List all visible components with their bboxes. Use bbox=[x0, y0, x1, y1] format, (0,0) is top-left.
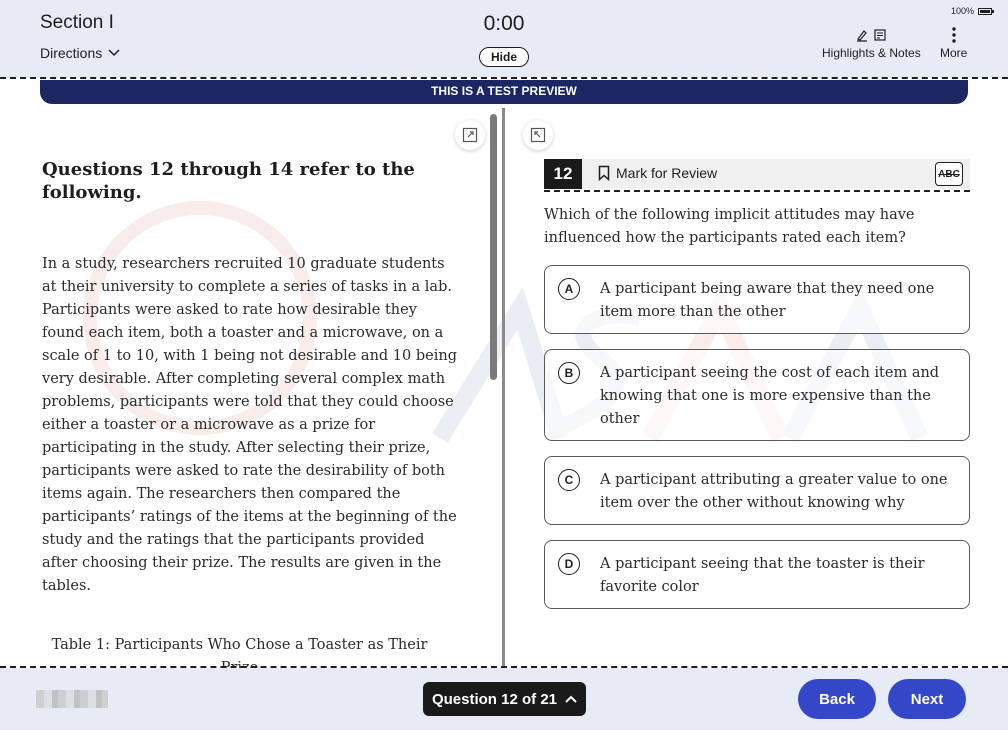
header-divider bbox=[0, 77, 1008, 79]
question-number: 12 bbox=[544, 159, 582, 189]
directions-label: Directions bbox=[40, 45, 103, 61]
directions-dropdown[interactable] bbox=[40, 45, 120, 61]
answer-eliminator-button[interactable] bbox=[935, 162, 963, 186]
choice-text: A participant seeing the cost of each item and knowing that one is more expensive than the other bbox=[600, 365, 940, 427]
notes-icon bbox=[873, 28, 887, 42]
choice-text: A participant being aware that they need one item more than the other bbox=[600, 281, 935, 320]
timer: 0:00 bbox=[483, 12, 525, 35]
bookmark-icon bbox=[598, 165, 610, 181]
answer-choice-d[interactable] bbox=[544, 540, 970, 609]
more-label: More bbox=[940, 46, 968, 60]
test-preview-banner: THIS IS A TEST PREVIEW bbox=[40, 80, 968, 104]
passage-text: In a study, researchers recruited 10 graduate students at their university to complete a series of tasks in a lab. Participants were asked to rate how desirable they found each item, both a toaster and a microwave, on a scale of 1 to 10, with 1 being not desirable and 10 being very desirable. After completing several complex math problems, participants were told that they could choose either a toaster or a microwave as a prize for participating in the study. After selecting their prize, participants were asked to rate the desirability of both items again. The researchers then compared the participants’ ratings of the items at the beginning of the study and the ratings that the participants provided after choosing their prize. The results are given in the tables. bbox=[42, 256, 457, 594]
answer-choice-b[interactable] bbox=[544, 349, 970, 441]
mark-for-review-label: Mark for Review bbox=[616, 165, 718, 181]
question-header-divider bbox=[544, 190, 970, 192]
battery-icon bbox=[978, 8, 992, 15]
answer-choice-a[interactable] bbox=[544, 265, 970, 334]
mark-for-review-button[interactable] bbox=[598, 165, 717, 181]
passage-scrollbar[interactable] bbox=[490, 114, 497, 380]
expand-icon bbox=[530, 127, 546, 143]
more-button[interactable] bbox=[940, 24, 967, 60]
question-text: Which of the following implicit attitudes may have influenced how the participants rated each item? bbox=[544, 207, 915, 246]
expand-question-button[interactable] bbox=[523, 120, 553, 150]
panel-divider[interactable] bbox=[502, 108, 505, 668]
choice-letter: B bbox=[558, 362, 580, 384]
next-button[interactable]: Next bbox=[888, 679, 966, 719]
choice-letter: A bbox=[558, 278, 580, 300]
answer-choice-c[interactable] bbox=[544, 456, 970, 525]
table-caption: Table 1: Participants Who Chose a Toaster as Their bbox=[51, 637, 428, 653]
highlighter-icon bbox=[855, 28, 869, 42]
top-bar bbox=[0, 0, 1008, 78]
question-navigator-button[interactable] bbox=[423, 682, 586, 716]
student-name-redacted bbox=[36, 690, 108, 708]
choice-letter: D bbox=[558, 553, 580, 575]
chevron-down-icon bbox=[108, 49, 120, 57]
section-title: Section I bbox=[40, 12, 114, 33]
expand-passage-button[interactable] bbox=[455, 120, 485, 150]
choice-text: A participant seeing that the toaster is their favorite color bbox=[600, 556, 925, 595]
expand-icon bbox=[462, 127, 478, 143]
passage-heading: Questions 12 through 14 refer to the following. bbox=[42, 159, 415, 203]
choice-text: A participant attributing a greater value to one item over the other without knowing why bbox=[600, 472, 948, 511]
hide-timer-button[interactable]: Hide bbox=[479, 47, 529, 67]
question-navigator-label: Question 12 of 21 bbox=[431, 690, 558, 708]
chevron-up-icon bbox=[565, 695, 577, 703]
battery-percent: 100% bbox=[950, 6, 974, 16]
highlights-notes-button[interactable] bbox=[822, 24, 921, 60]
back-button[interactable]: Back bbox=[798, 679, 876, 719]
choice-letter: C bbox=[558, 469, 580, 491]
battery-indicator bbox=[951, 6, 992, 16]
abc-label: ABC bbox=[938, 168, 960, 180]
more-vertical-icon bbox=[951, 26, 957, 44]
highlights-notes-label: Highlights & Notes bbox=[822, 46, 921, 60]
